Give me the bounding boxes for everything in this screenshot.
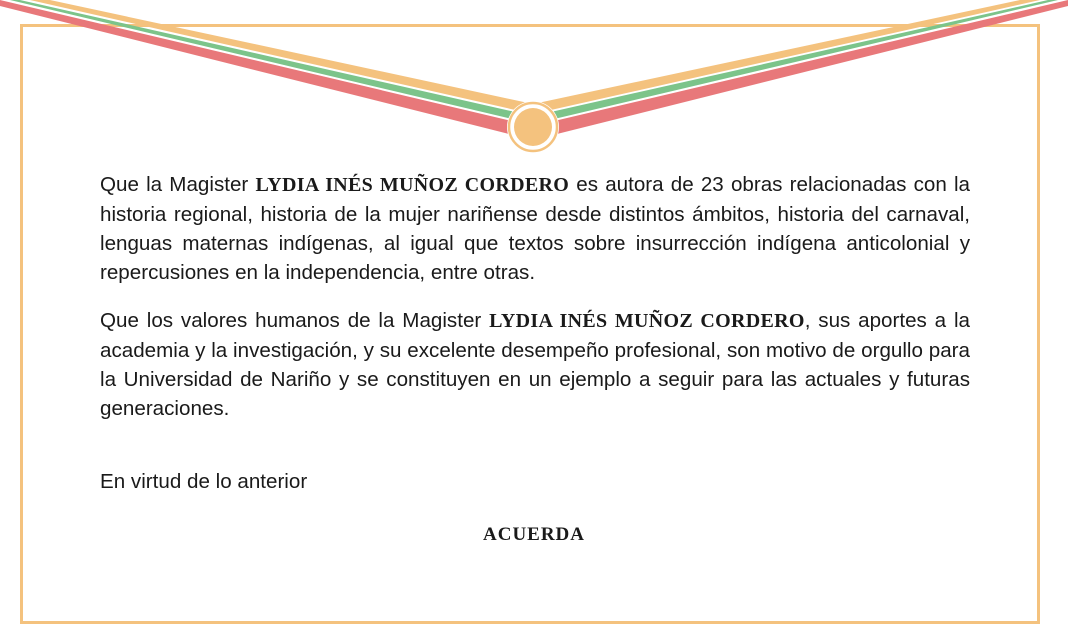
paragraph-text: es autora de 23 obras relacionadas con la historia regional, historia de la mujer nariñense desde distintos ámbitos, historia del carnaval, lenguas maternas indígenas, al igual que textos sobre insurrección indígena anticolonial y repercusiones en la independencia, entre otras. bbox=[100, 173, 970, 284]
seal-icon bbox=[507, 101, 559, 153]
paragraph-text: Que los valores humanos de la Magister bbox=[100, 309, 490, 332]
honoree-name: LYDIA INÉS MUÑOZ CORDERO bbox=[489, 310, 805, 332]
honoree-name: LYDIA INÉS MUÑOZ CORDERO bbox=[255, 174, 570, 196]
decorative-ribbon bbox=[0, 0, 1068, 160]
paragraph-authorship bbox=[100, 170, 970, 287]
paragraph-text: Que la Magister bbox=[100, 173, 256, 196]
paragraph-values bbox=[100, 306, 970, 423]
paragraph-text: , sus aportes a la academia y la investigación, y su excelente desempeño profesional, son motivo de orgullo para la Universidad de Nariño y se constituyen en un ejemplo a seguir para las actuales y futuras generaciones. bbox=[100, 309, 970, 420]
resolution-heading: ACUERDA bbox=[483, 524, 585, 545]
ribbon-gold-band bbox=[30, 0, 1040, 114]
paragraph-transition: En virtud de lo anterior bbox=[100, 470, 308, 493]
